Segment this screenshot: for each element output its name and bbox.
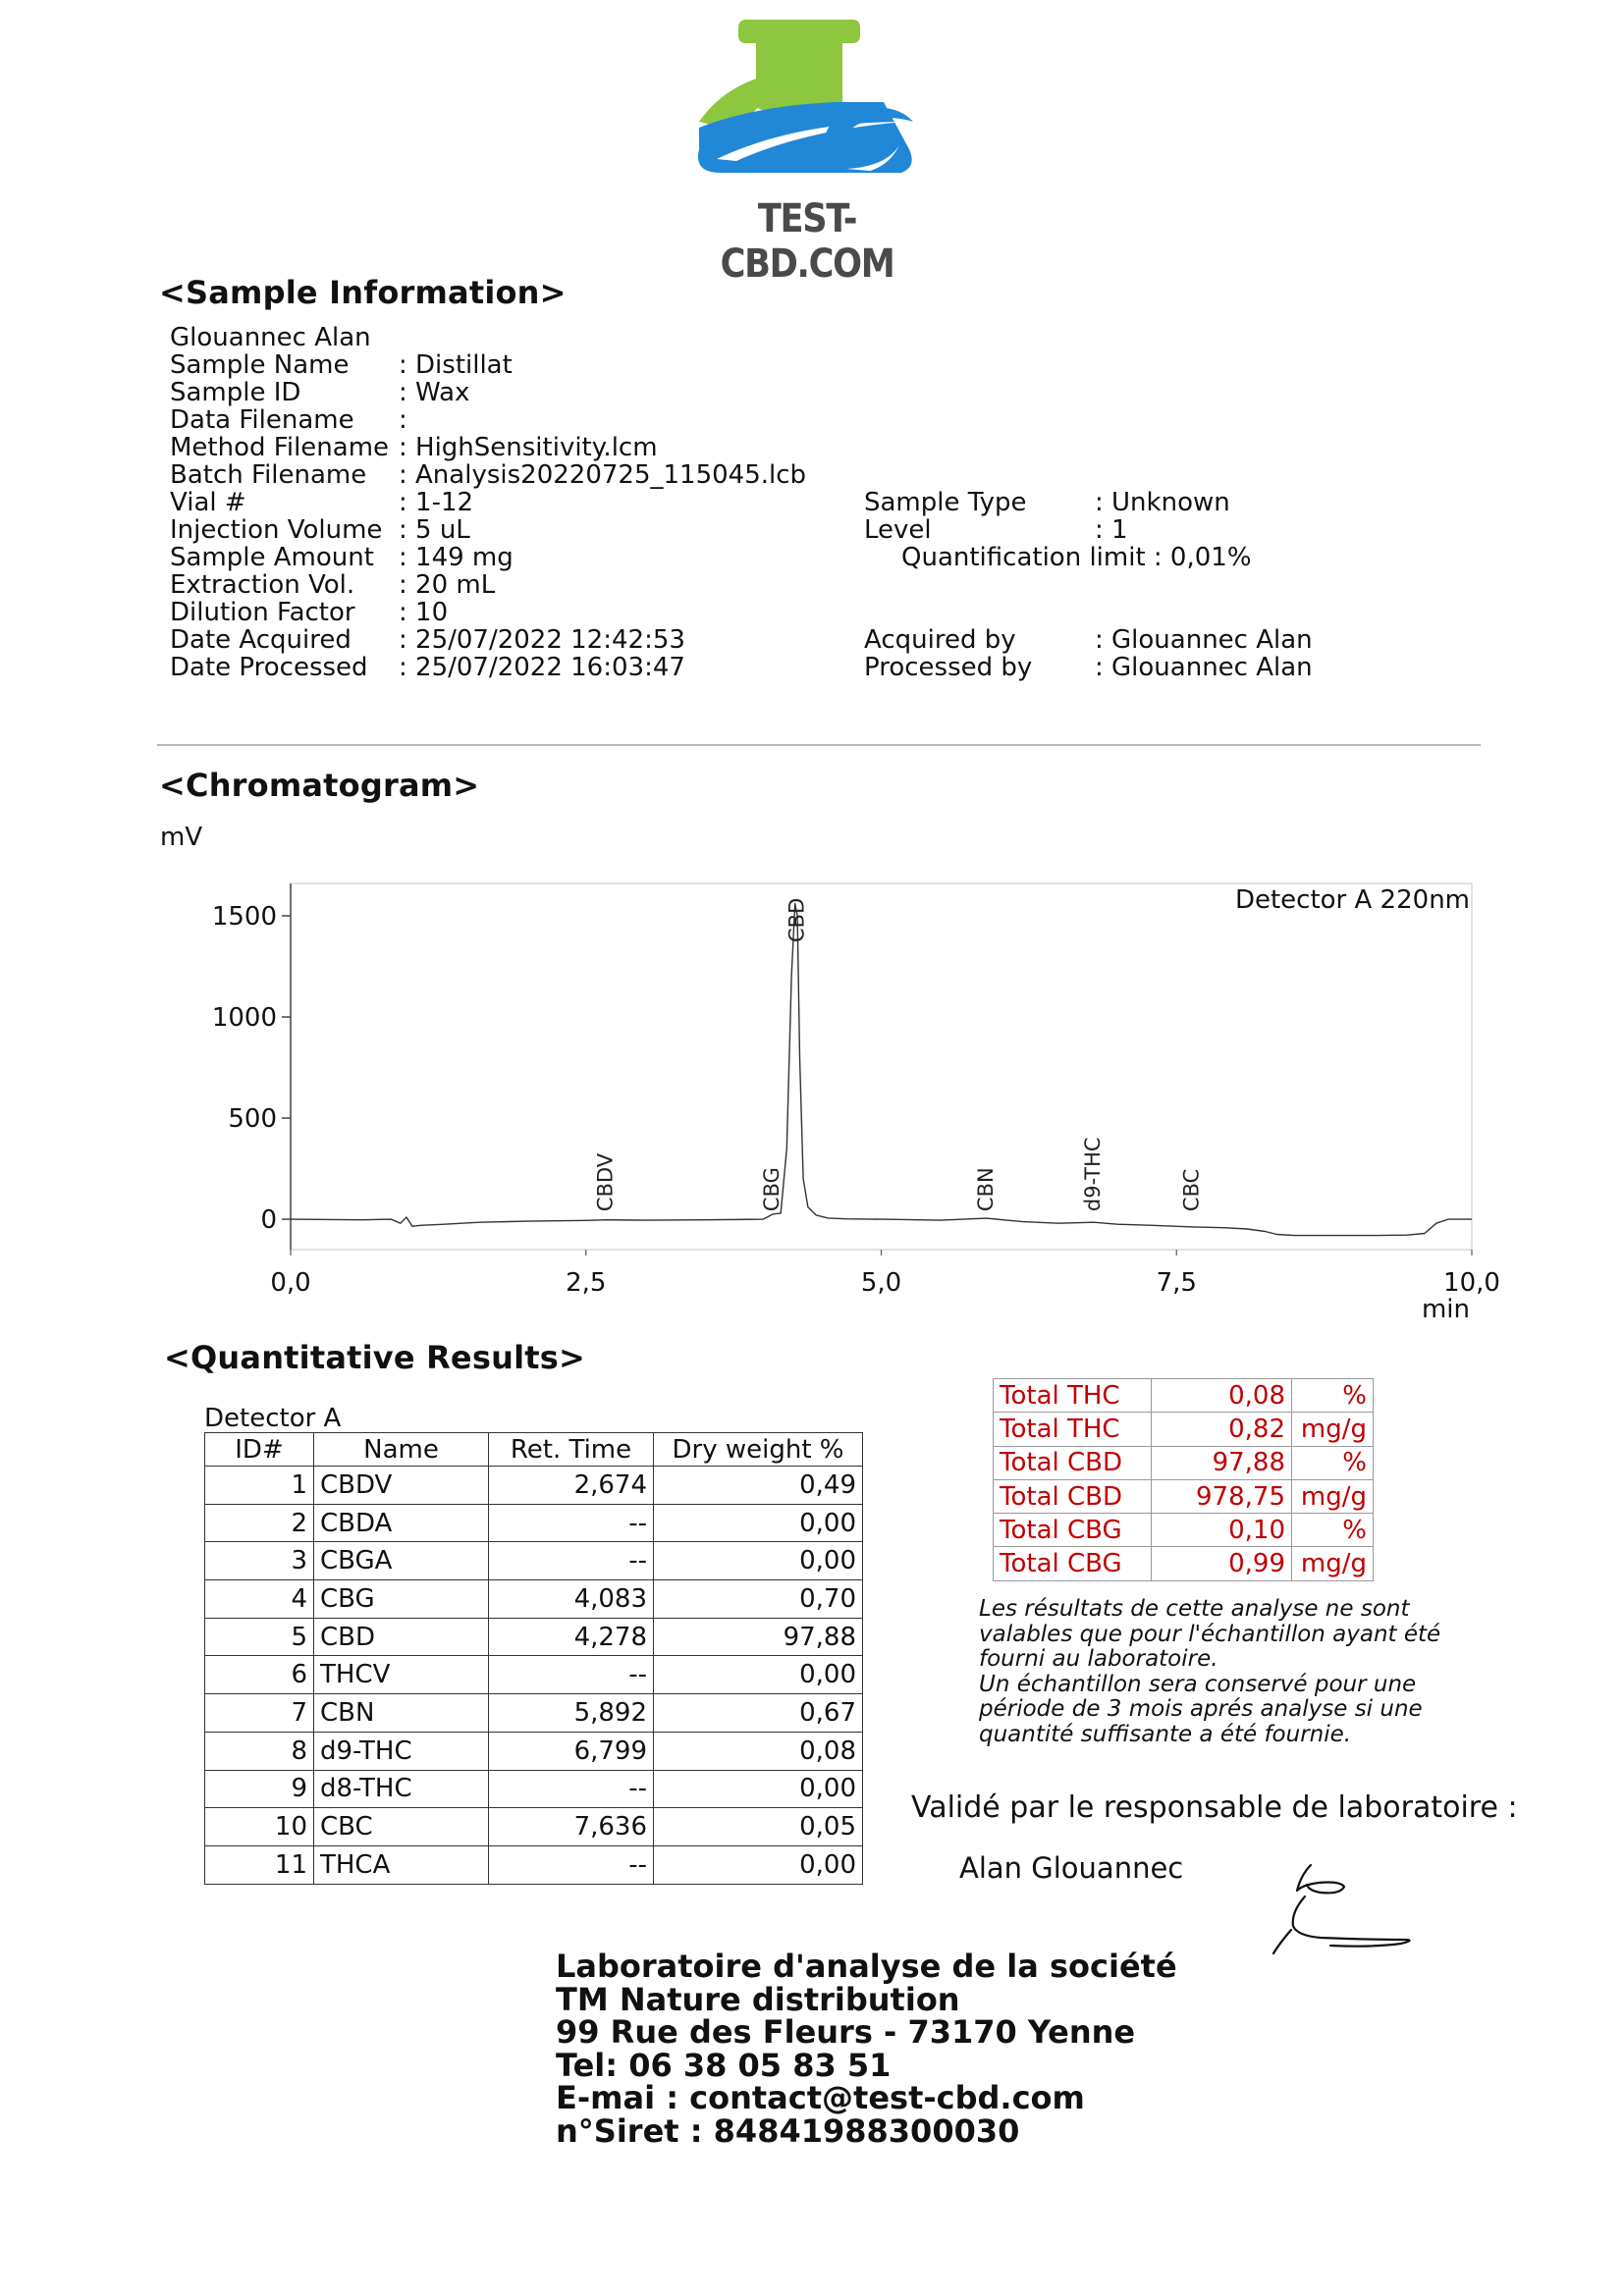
total-name: Total CBG <box>994 1547 1152 1580</box>
table-row <box>205 1845 863 1884</box>
total-unit: % <box>1292 1446 1374 1479</box>
chromatogram-chart <box>0 864 1623 1325</box>
date-acquired-label: Date Acquired <box>170 625 352 655</box>
dilution-factor-label: Dilution Factor <box>170 598 355 627</box>
total-name: Total THC <box>994 1413 1152 1446</box>
validator-name: Alan Glouannec <box>959 1851 1184 1885</box>
level-value: : 1 <box>1095 515 1128 545</box>
row-dry-weight: 0,70 <box>654 1580 863 1619</box>
y-tick-label: 1500 <box>211 901 277 932</box>
row-ret-time: 5,892 <box>489 1694 654 1733</box>
x-tick-label: 7,5 <box>1156 1268 1197 1298</box>
row-name: d8-THC <box>314 1770 489 1808</box>
quantification-limit: Quantification limit : 0,01% <box>901 543 1252 572</box>
row-name: THCV <box>314 1656 489 1694</box>
extraction-vol-label: Extraction Vol. <box>170 570 355 600</box>
total-name: Total CBD <box>994 1446 1152 1479</box>
totals-row <box>994 1413 1374 1446</box>
row-id: 7 <box>205 1694 314 1733</box>
col-dry-weight-header: Dry weight % <box>654 1433 863 1467</box>
row-dry-weight: 0,00 <box>654 1542 863 1580</box>
date-processed-label: Date Processed <box>170 653 368 682</box>
x-axis-unit: min <box>1421 1295 1470 1324</box>
method-filename-label: Method Filename <box>170 433 390 462</box>
analyst-name: Glouannec Alan <box>170 323 371 352</box>
plot-frame <box>291 883 1472 1250</box>
sample-information-block <box>0 0 1623 707</box>
x-tick-label: 10,0 <box>1443 1268 1500 1298</box>
sample-amount-value: : 149 mg <box>399 543 514 572</box>
row-ret-time: -- <box>489 1845 654 1884</box>
processed-by-label: Processed by <box>864 653 1033 682</box>
y-tick-label: 0 <box>260 1205 277 1236</box>
total-value: 0,99 <box>1152 1547 1292 1580</box>
col-ret-time-header: Ret. Time <box>489 1433 654 1467</box>
total-value: 978,75 <box>1152 1479 1292 1513</box>
batch-filename-value: : Analysis20220725_115045.lcb <box>399 460 807 490</box>
row-id: 9 <box>205 1770 314 1808</box>
totals-row <box>994 1446 1374 1479</box>
acquired-by-label: Acquired by <box>864 625 1016 655</box>
date-processed-value: : 25/07/2022 16:03:47 <box>399 653 685 682</box>
total-value: 97,88 <box>1152 1446 1292 1479</box>
footer-line-company: TM Nature distribution <box>556 1980 960 2018</box>
row-ret-time: -- <box>489 1770 654 1808</box>
section-divider <box>157 744 1481 746</box>
table-row <box>205 1694 863 1733</box>
table-row <box>205 1656 863 1694</box>
vial-value: : 1-12 <box>399 488 474 517</box>
chart-y-unit: mV <box>160 823 203 852</box>
sample-name-label: Sample Name <box>170 350 350 380</box>
lab-address <box>556 1950 1177 2148</box>
total-value: 0,08 <box>1152 1379 1292 1413</box>
footer-line-lab: Laboratoire d'analyse de la société <box>556 1948 1177 1985</box>
data-filename-label: Data Filename <box>170 405 354 435</box>
batch-filename-label: Batch Filename <box>170 460 367 490</box>
row-dry-weight: 0,05 <box>654 1808 863 1846</box>
table-row <box>205 1618 863 1656</box>
row-ret-time: 7,636 <box>489 1808 654 1846</box>
row-id: 3 <box>205 1542 314 1580</box>
table-row <box>205 1542 863 1580</box>
disclaimer-line: période de 3 mois aprés analyse si une <box>979 1696 1423 1722</box>
table-row <box>205 1580 863 1619</box>
col-name-header: Name <box>314 1433 489 1467</box>
peak-label-cbn: CBN <box>973 1167 998 1212</box>
row-ret-time: -- <box>489 1656 654 1694</box>
x-tick-label: 2,5 <box>566 1268 607 1298</box>
method-filename-value: : HighSensitivity.lcm <box>399 433 658 462</box>
row-dry-weight: 0,00 <box>654 1845 863 1884</box>
table-row <box>205 1504 863 1542</box>
total-name: Total CBD <box>994 1479 1152 1513</box>
total-unit: mg/g <box>1292 1479 1374 1513</box>
total-unit: % <box>1292 1514 1374 1547</box>
disclaimer-line: quantité suffisante a été fournie. <box>979 1721 1352 1747</box>
disclaimer-line: Un échantillon sera conservé pour une <box>979 1671 1417 1697</box>
disclaimer-line: Les résultats de cette analyse ne sont <box>979 1596 1410 1622</box>
row-name: CBDA <box>314 1504 489 1542</box>
table-row <box>205 1732 863 1770</box>
peak-label-d9-thc: d9-THC <box>1080 1137 1105 1212</box>
total-unit: % <box>1292 1379 1374 1413</box>
row-name: CBD <box>314 1618 489 1656</box>
row-ret-time: -- <box>489 1542 654 1580</box>
chromatogram-heading: <Chromatogram> <box>159 767 480 804</box>
footer-line-phone: Tel: 06 38 05 83 51 <box>556 2046 892 2084</box>
detector-title: Detector A 220nm <box>1234 885 1470 915</box>
row-dry-weight: 97,88 <box>654 1618 863 1656</box>
logo-text: TEST-CBD.COM <box>720 196 894 287</box>
x-tick-label: 5,0 <box>860 1268 902 1298</box>
validation-text: Validé par le responsable de laboratoire : <box>911 1790 1518 1825</box>
row-name: CBG <box>314 1580 489 1619</box>
detector-label: Detector A <box>204 1404 342 1433</box>
row-id: 1 <box>205 1467 314 1505</box>
row-dry-weight: 0,67 <box>654 1694 863 1733</box>
row-id: 11 <box>205 1845 314 1884</box>
row-dry-weight: 0,00 <box>654 1504 863 1542</box>
extraction-vol-value: : 20 mL <box>399 570 496 600</box>
processed-by-value: : Glouannec Alan <box>1095 653 1313 682</box>
sample-id-value: : Wax <box>399 378 470 407</box>
footer-line-address: 99 Rue des Fleurs - 73170 Yenne <box>556 2013 1136 2051</box>
y-tick-label: 1000 <box>211 1003 277 1034</box>
row-dry-weight: 0,08 <box>654 1732 863 1770</box>
signature <box>1262 1853 1419 1961</box>
row-id: 4 <box>205 1580 314 1619</box>
row-id: 6 <box>205 1656 314 1694</box>
footer-line-siret: n°Siret : 84841988300030 <box>556 2111 1020 2150</box>
row-name: CBDV <box>314 1467 489 1505</box>
peak-label-cbg: CBG <box>760 1167 784 1212</box>
sample-information-heading: <Sample Information> <box>159 274 567 311</box>
injection-volume-label: Injection Volume <box>170 515 383 545</box>
row-ret-time: -- <box>489 1504 654 1542</box>
sample-type-label: Sample Type <box>864 488 1027 517</box>
total-unit: mg/g <box>1292 1413 1374 1446</box>
row-ret-time: 4,083 <box>489 1580 654 1619</box>
total-name: Total THC <box>994 1379 1152 1413</box>
total-unit: mg/g <box>1292 1547 1374 1580</box>
x-tick-label: 0,0 <box>270 1268 311 1298</box>
sample-type-value: : Unknown <box>1095 488 1230 517</box>
row-ret-time: 4,278 <box>489 1618 654 1656</box>
row-id: 8 <box>205 1732 314 1770</box>
data-filename-value: : <box>399 405 407 435</box>
row-ret-time: 2,674 <box>489 1467 654 1505</box>
total-name: Total CBG <box>994 1514 1152 1547</box>
row-name: d9-THC <box>314 1732 489 1770</box>
total-value: 0,82 <box>1152 1413 1292 1446</box>
footer-line-email: E-mai : contact@test-cbd.com <box>556 2079 1085 2116</box>
table-row <box>205 1808 863 1846</box>
row-name: CBGA <box>314 1542 489 1580</box>
totals-row <box>994 1479 1374 1513</box>
row-id: 10 <box>205 1808 314 1846</box>
total-value: 0,10 <box>1152 1514 1292 1547</box>
table-row <box>205 1770 863 1808</box>
sample-amount-label: Sample Amount <box>170 543 374 572</box>
dilution-factor-value: : 10 <box>399 598 449 627</box>
row-name: CBN <box>314 1694 489 1733</box>
chromatogram-trace <box>291 904 1472 1236</box>
col-id-header: ID# <box>205 1433 314 1467</box>
peak-label-cbd: CBD <box>784 897 809 942</box>
disclaimer-line: valables que pour l'échantillon ayant été <box>979 1621 1441 1647</box>
y-tick-label: 500 <box>228 1104 277 1135</box>
table-row <box>205 1467 863 1505</box>
disclaimer-line: fourni au laboratoire. <box>979 1646 1218 1672</box>
totals-table <box>993 1378 1374 1581</box>
totals-row <box>994 1379 1374 1413</box>
quantitative-results-heading: <Quantitative Results> <box>164 1339 585 1376</box>
results-table <box>204 1432 863 1885</box>
row-dry-weight: 0,00 <box>654 1770 863 1808</box>
level-label: Level <box>864 515 932 545</box>
row-name: THCA <box>314 1845 489 1884</box>
row-id: 5 <box>205 1618 314 1656</box>
row-id: 2 <box>205 1504 314 1542</box>
peak-label-cbdv: CBDV <box>593 1152 618 1212</box>
row-name: CBC <box>314 1808 489 1846</box>
vial-label: Vial # <box>170 488 246 517</box>
sample-id-label: Sample ID <box>170 378 301 407</box>
peak-label-cbc: CBC <box>1179 1168 1204 1212</box>
date-acquired-value: : 25/07/2022 12:42:53 <box>399 625 685 655</box>
totals-row <box>994 1514 1374 1547</box>
acquired-by-value: : Glouannec Alan <box>1095 625 1313 655</box>
row-dry-weight: 0,00 <box>654 1656 863 1694</box>
sample-name-value: : Distillat <box>399 350 513 380</box>
injection-volume-value: : 5 uL <box>399 515 470 545</box>
disclaimer <box>979 1597 1440 1747</box>
row-ret-time: 6,799 <box>489 1732 654 1770</box>
totals-row <box>994 1547 1374 1580</box>
results-table-header <box>205 1433 863 1467</box>
row-dry-weight: 0,49 <box>654 1467 863 1505</box>
